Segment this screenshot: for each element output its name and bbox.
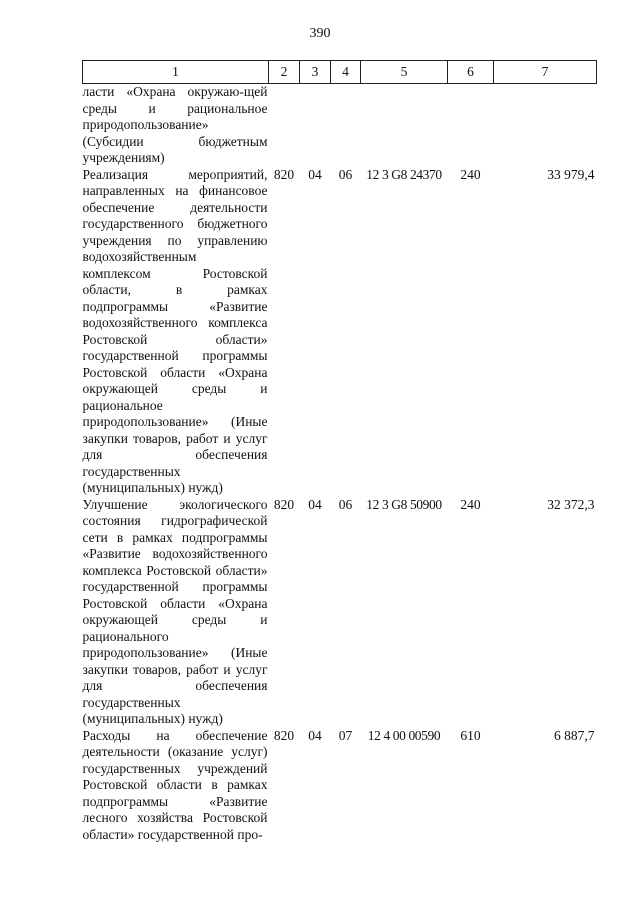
- row-description: ласти «Охрана окружаю-щей среды и рациональное природопользование» (Субсидии бюджетным учреждениям): [82, 84, 268, 165]
- table-row: [83, 167, 597, 497]
- table-header-row: [83, 61, 597, 84]
- table-row: [83, 84, 597, 167]
- header-col-2: 2: [269, 61, 300, 84]
- table-row: [83, 728, 597, 844]
- expense-type-code: 240: [460, 496, 481, 512]
- page-number: 390: [309, 26, 331, 41]
- section-code: 04: [308, 166, 322, 182]
- header-col-3: 3: [300, 61, 331, 84]
- subsection-code: 06: [338, 166, 353, 182]
- target-article-code: [361, 84, 448, 167]
- expense-type-code: 240: [460, 166, 481, 182]
- section-code: 04: [308, 727, 322, 743]
- budget-table: [82, 60, 597, 843]
- header-col-1: 1: [83, 61, 269, 84]
- table-row: [83, 497, 597, 728]
- header-col-4: 4: [331, 61, 361, 84]
- ministry-code: [269, 84, 300, 167]
- target-article-code: 12 4 00 00590: [367, 727, 441, 743]
- subsection-code: [331, 84, 361, 167]
- amount-value: [494, 84, 597, 167]
- ministry-code: 820: [273, 166, 295, 182]
- expense-type-code: [448, 84, 494, 167]
- amount-value: 6 887,7: [554, 727, 595, 743]
- ministry-code: 820: [273, 496, 295, 512]
- target-article-code: 12 3 G8 24370: [366, 166, 442, 182]
- ministry-code: 820: [273, 727, 295, 743]
- target-article-code: 12 3 G8 50900: [366, 496, 442, 512]
- amount-value: 32 372,3: [547, 496, 595, 512]
- header-col-7: 7: [494, 61, 597, 84]
- subsection-code: 07: [338, 727, 353, 743]
- section-code: [300, 84, 331, 167]
- row-description: Расходы на обеспечение деятельности (оказание услуг) государственных учреждений Ростовской области в рамках подпрограммы «Развитие лесного хозяйства Ростовской области» государственной про-: [82, 727, 268, 842]
- header-col-5: 5: [361, 61, 448, 84]
- expense-type-code: 610: [460, 727, 481, 743]
- subsection-code: 06: [338, 496, 353, 512]
- section-code: 04: [308, 496, 322, 512]
- row-description: Реализация мероприятий, направленных на финансовое обеспечение деятельности государственного бюджетного учреждения по управлению водохозяйственным комплексом Ростовской области, в рамках подпрограммы «Развитие водохозяйственного комплекса Ростовской области» государственной программы Ростовской области «Охрана окружающей среды и рациональное природопользование» (Иные закупки товаров, работ и услуг для обеспечения государственных (муниципальных) нужд): [82, 166, 268, 495]
- header-col-6: 6: [448, 61, 494, 84]
- amount-value: 33 979,4: [547, 166, 595, 182]
- row-description: Улучшение экологического состояния гидрографической сети в рамках подпрограммы «Развитие водохозяйственного комплекса Ростовской области» государственной программы Ростовской области «Охрана окружающей среды и рационального природопользование» (Иные закупки товаров, работ и услуг для обеспечения государственных (муниципальных) нужд): [82, 496, 268, 726]
